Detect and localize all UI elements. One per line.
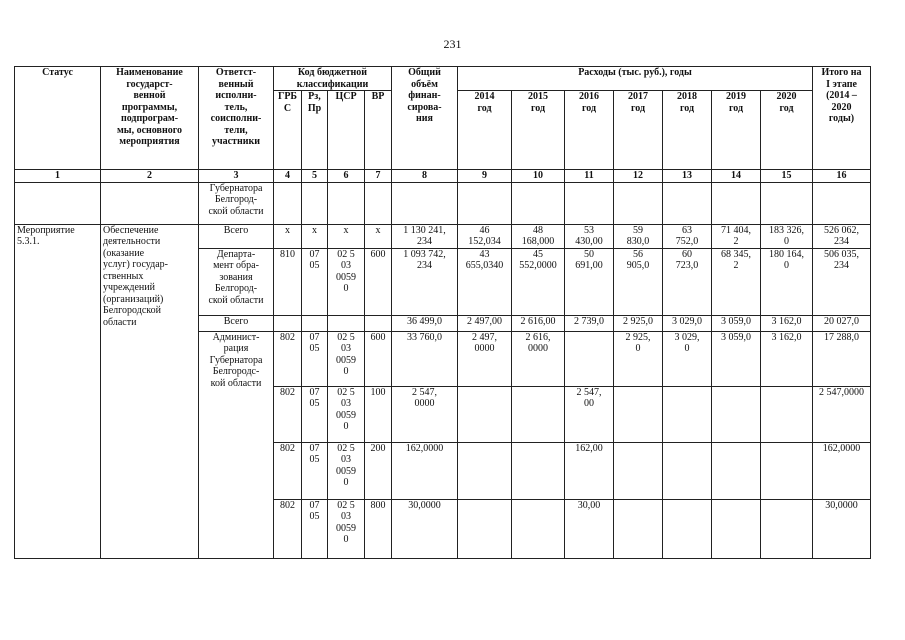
budget-table [14,66,871,559]
row-year-2015: 48 168,000 [512,224,565,248]
row-year-2020 [761,499,813,558]
row-stage-total: 162,0000 [813,442,871,499]
row-csr: 02 5 03 0059 0 [328,248,365,315]
row-year-2016: 50 691,00 [565,248,614,315]
header-year-2016: 2016 год [565,91,614,170]
row-grbs: 802 [274,386,302,442]
col-number: 14 [712,170,761,183]
row-year-2020: 3 162,0 [761,331,813,386]
header-responsible: Ответст- венный исполни- тель, соисполни- тели, участники [199,67,274,170]
row-year-2016: 162,00 [565,442,614,499]
row-year-2018 [663,442,712,499]
row-year-2014: 46 152,034 [458,224,512,248]
row-year-2014: 43 655,0340 [458,248,512,315]
row-csr [328,315,365,331]
header-vr: ВР [365,91,392,170]
col-number: 16 [813,170,871,183]
row-year-2019 [712,442,761,499]
col-number: 3 [199,170,274,183]
row-stage-total: 20 027,0 [813,315,871,331]
row-year-2016: 53 430,00 [565,224,614,248]
row-year-2014 [458,499,512,558]
row-year-2015: 2 616, 0000 [512,331,565,386]
col-number: 5 [302,170,328,183]
row-year-2015 [512,386,565,442]
row-year-2020 [761,386,813,442]
row-year-2018: 3 029, 0 [663,331,712,386]
row-year-2017: 56 905,0 [614,248,663,315]
row-vr: 600 [365,331,392,386]
row-year-2016: 2 547, 00 [565,386,614,442]
row-vr: х [365,224,392,248]
row-responsible: Админист- рация Губернатора Белгородс- кой области [199,331,274,558]
col-number: 6 [328,170,365,183]
row-year-2018: 63 752,0 [663,224,712,248]
row-year-2016: 2 739,0 [565,315,614,331]
row-rzpr: 07 05 [302,386,328,442]
row-total: 162,0000 [392,442,458,499]
header-year-2020: 2020 год [761,91,813,170]
row-grbs: 802 [274,499,302,558]
header-row-1 [15,67,871,91]
row-year-2018 [663,386,712,442]
row-total: 1 093 742, 234 [392,248,458,315]
row-rzpr: 07 05 [302,499,328,558]
row-stage-total: 17 288,0 [813,331,871,386]
row-year-2017: 2 925, 0 [614,331,663,386]
row-grbs: 810 [274,248,302,315]
row-year-2018: 3 029,0 [663,315,712,331]
row-csr: 02 5 03 0059 0 [328,442,365,499]
row-year-2014: 2 497, 0000 [458,331,512,386]
column-number-row [15,170,871,183]
row-stage-total: 526 062, 234 [813,224,871,248]
row-csr: х [328,224,365,248]
row-year-2017 [614,442,663,499]
row-rzpr [302,315,328,331]
row-csr: 02 5 03 0059 0 [328,386,365,442]
col-number: 10 [512,170,565,183]
row-year-2019: 3 059,0 [712,331,761,386]
col-number: 13 [663,170,712,183]
row-vr: 100 [365,386,392,442]
header-rzpr: Рз, Пр [302,91,328,170]
header-year-2014: 2014 год [458,91,512,170]
col-number: 2 [101,170,199,183]
row-grbs: 802 [274,331,302,386]
row-grbs [274,315,302,331]
row-year-2015 [512,499,565,558]
col-number: 12 [614,170,663,183]
row-vr: 600 [365,248,392,315]
row-year-2020: 180 164, 0 [761,248,813,315]
header-status: Статус [15,67,101,170]
prev-row-continuation [15,182,871,224]
row-year-2014 [458,442,512,499]
header-year-2018: 2018 год [663,91,712,170]
header-grbs: ГРБ С [274,91,302,170]
row-total: 2 547, 0000 [392,386,458,442]
row-year-2020: 3 162,0 [761,315,813,331]
header-csr: ЦСР [328,91,365,170]
row-year-2018: 60 723,0 [663,248,712,315]
col-number: 1 [15,170,101,183]
row-total: 36 499,0 [392,315,458,331]
row-year-2017: 59 830,0 [614,224,663,248]
header-expenses: Расходы (тыс. руб.), годы [458,67,813,91]
row-year-2019: 71 404, 2 [712,224,761,248]
header-budget-code: Код бюджетной классификации [274,67,392,91]
row-total: 1 130 241, 234 [392,224,458,248]
header-year-2019: 2019 год [712,91,761,170]
row-grbs: 802 [274,442,302,499]
row-year-2019 [712,499,761,558]
row-year-2020: 183 326, 0 [761,224,813,248]
col-number: 8 [392,170,458,183]
header-name: Наименование государст- венной программы, подпрограм- мы, основного мероприятия [101,67,199,170]
row-vr [365,315,392,331]
row-year-2017 [614,386,663,442]
col-number: 15 [761,170,813,183]
measure-status: Мероприятие 5.3.1. [15,224,101,558]
row-year-2019: 3 059,0 [712,315,761,331]
row-year-2014: 2 497,00 [458,315,512,331]
header-year-2015: 2015 год [512,91,565,170]
row-rzpr: 07 05 [302,442,328,499]
row-year-2019: 68 345, 2 [712,248,761,315]
header-year-2017: 2017 год [614,91,663,170]
col-number: 11 [565,170,614,183]
row-csr: 02 5 03 0059 0 [328,331,365,386]
row-stage-total: 2 547,0000 [813,386,871,442]
header-stage-total: Итого на I этапе (2014 – 2020 годы) [813,67,871,170]
page-number: 231 [443,37,462,51]
row-rzpr: х [302,224,328,248]
row-responsible: Всего [199,224,274,248]
row-year-2017: 2 925,0 [614,315,663,331]
col-number: 4 [274,170,302,183]
row-rzpr: 07 05 [302,248,328,315]
measure-name: Обеспечение деятельности (оказание услуг) государ- ственных учреждений (организаций) Белгородской области [101,224,199,558]
header-total-volume: Общий объём финан- сирова- ния [392,67,458,170]
table-row [15,224,871,248]
col-number: 9 [458,170,512,183]
row-stage-total: 506 035, 234 [813,248,871,315]
row-csr: 02 5 03 0059 0 [328,499,365,558]
prev-row-responsible: Губернатора Белгород- ской области [199,182,274,224]
row-year-2016: 30,00 [565,499,614,558]
row-year-2016 [565,331,614,386]
row-year-2015 [512,442,565,499]
row-year-2020 [761,442,813,499]
row-responsible: Всего [199,315,274,331]
row-rzpr: 07 05 [302,331,328,386]
col-number: 7 [365,170,392,183]
row-vr: 800 [365,499,392,558]
row-year-2014 [458,386,512,442]
row-grbs: х [274,224,302,248]
row-total: 33 760,0 [392,331,458,386]
row-vr: 200 [365,442,392,499]
row-year-2018 [663,499,712,558]
row-year-2015: 45 552,0000 [512,248,565,315]
row-stage-total: 30,0000 [813,499,871,558]
row-year-2019 [712,386,761,442]
row-responsible: Департа- мент обра- зования Белгород- ской области [199,248,274,315]
row-year-2017 [614,499,663,558]
row-year-2015: 2 616,00 [512,315,565,331]
row-total: 30,0000 [392,499,458,558]
